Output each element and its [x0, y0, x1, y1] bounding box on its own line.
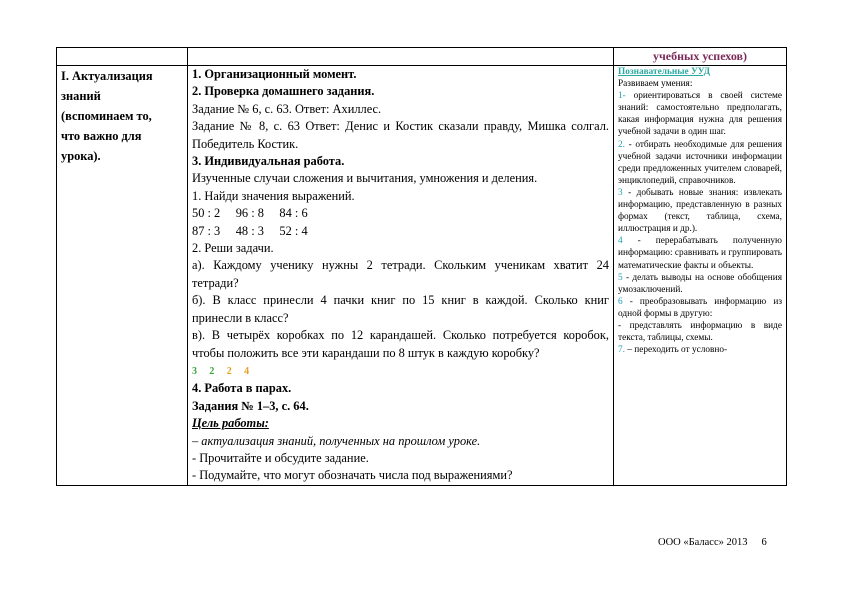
digit-label: 2 [226, 365, 232, 377]
uud-item-text: - преобразовывать информацию из одной формы в другую: [618, 296, 782, 319]
stage-cell [57, 66, 188, 486]
problem-text: б). В класс принесли 4 пачки книг по 15 книг в каждой. Сколько книг принесли в класс? [192, 293, 609, 325]
uud-item-number: 2. [618, 139, 625, 150]
stage-line: (вспоминаем то, [61, 109, 152, 123]
instruction-text: - Подумайте, что могут обозначать числа под выражениями? [192, 468, 513, 483]
uud-item-text: – переходить от условно- [624, 345, 728, 356]
lesson-table [56, 47, 787, 486]
page-number: 6 [761, 537, 767, 548]
content-cell [188, 66, 614, 486]
goal-label: Цель работы: [192, 416, 269, 431]
uud-item [618, 344, 782, 356]
header-cell-uud [614, 48, 787, 66]
uud-item-text: - перерабатывать полученную информацию: сравнивать и группировать математические факты и объекты. [618, 236, 782, 271]
uud-item [618, 90, 782, 138]
problem-text: в). В четырёх коробках по 12 карандашей. Сколько потребуется коробок, чтобы положить все эти карандаши по 8 штук в каждую коробку? [192, 328, 609, 360]
task-title: 1. Найди значения выражений. [192, 188, 355, 203]
uud-cell [614, 66, 787, 486]
homework-answer: Задание № 6, с. 63. Ответ: Ахиллес. [192, 101, 382, 116]
digit-label: 3 [192, 365, 197, 377]
section-heading: 1. Организационный момент. [192, 67, 357, 81]
task-title: 2. Реши задачи. [192, 241, 274, 256]
uud-item [618, 187, 782, 235]
uud-item-text: - делать выводы на основе обобщения умозаключений. [618, 272, 782, 295]
section-heading: 3. Индивидуальная работа. [192, 154, 345, 169]
instruction-text: - Прочитайте и обсудите задание. [192, 450, 369, 465]
uud-item [618, 235, 782, 271]
uud-item-number: 6 [618, 296, 623, 307]
uud-item [618, 320, 782, 344]
uud-item-text: - представлять информацию в виде текста, таблицы, схемы. [618, 320, 782, 344]
page-footer [658, 537, 767, 548]
goal-text: – актуализация знаний, полученных на прошлом уроке. [192, 433, 481, 448]
stage-line: что важно для [61, 129, 142, 143]
section-heading: 4. Работа в парах. [192, 381, 292, 396]
table-header-row [57, 48, 787, 66]
uud-intro: Развиваем умения: [618, 79, 693, 90]
homework-answer: Задание № 8, с. 63 Ответ: Денис и Костик сказали правду, Мишка солгал. Победитель Костик. [192, 119, 609, 151]
topic-text: Изученные случаи сложения и вычитания, умножения и деления. [192, 171, 538, 186]
stage-line: урока). [61, 149, 101, 163]
header-right-text: учебных успехов) [652, 49, 748, 63]
header-cell-content [188, 48, 614, 66]
uud-item [618, 139, 782, 187]
uud-item [618, 272, 782, 296]
uud-item-number: 5 [618, 272, 623, 283]
uud-item-number: 1- [618, 91, 626, 102]
footer-org: ООО «Баласс» 2013 [658, 537, 748, 548]
digit-label: 4 [244, 365, 250, 377]
expression-row: 50 : 2 96 : 8 84 : 6 [192, 206, 308, 221]
stage-line: I. Актуализация [61, 69, 153, 83]
task-reference: Задания № 1–3, с. 64. [192, 398, 309, 413]
uud-item-number: 3 [618, 187, 623, 198]
uud-item-text: - добывать новые знания: извлекать информацию, представленную в разных формах (текст, таблица, схема, иллюстрация и др.). [618, 187, 782, 235]
stage-line: знаний [61, 89, 101, 103]
digit-label: 2 [209, 365, 215, 377]
problem-text: а). Каждому ученику нужны 2 тетради. Скольким ученикам хватит 24 тетради? [192, 258, 609, 290]
digit-row [192, 362, 609, 380]
uud-item-number: 7. [618, 345, 625, 356]
header-cell-stage [57, 48, 188, 66]
uud-item-number: 4 [618, 236, 623, 247]
section-heading: 2. Проверка домашнего задания. [192, 84, 375, 99]
uud-item-text: - отбирать необходимые для решения учебной задачи источники информации среди предложенных учителем словарей, энциклопедий, справочников. [618, 139, 782, 186]
uud-item [618, 296, 782, 320]
expression-row: 87 : 3 48 : 3 52 : 4 [192, 223, 308, 238]
uud-title: Познавательные УУД [618, 67, 711, 77]
uud-item-text: ориентироваться в своей системе знаний: самостоятельно предполагать, какая информация нужна для решения учебной задачи в один шаг. [618, 91, 782, 138]
table-row [57, 66, 787, 486]
